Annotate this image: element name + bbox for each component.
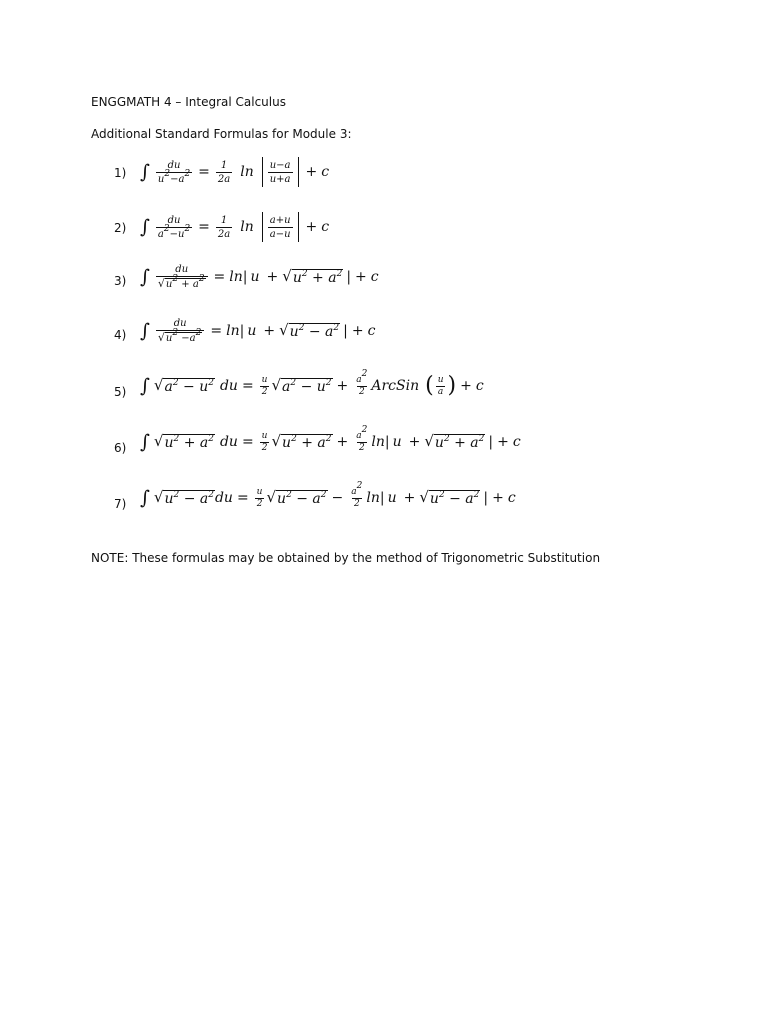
formula-number: 2) — [114, 221, 127, 235]
formula-number: 1) — [114, 166, 127, 180]
formula-number: 7) — [114, 497, 127, 511]
formula-number: 5) — [114, 385, 127, 399]
formula-3: 3) ∫ du √ $u^2 + a^2$ = ln | u + √ $u^2 + a^2$ | + c — [114, 264, 379, 290]
footnote: NOTE: These formulas may be obtained by the method of Trigonometric Substitution — [91, 551, 601, 565]
formula-2: 2) ∫ $\frac{du}{a^2-u^2}$ = $\frac{1}{2a}$ ln $\frac{a+u}{a-u}$ + c — [0, 210, 768, 246]
formula-4: 4) ∫ du √ $u^2 -a^2$ = ln | u + √ $u^2 - a^2$ | + c — [114, 318, 376, 344]
section-subtitle: Additional Standard Formulas for Module 3: — [91, 127, 352, 141]
course-title: ENGGMATH 4 – Integral Calculus — [91, 95, 286, 109]
formula-7: 7) ∫ √ $u^2 - a^2$ du = $\frac{u}{2}$ √ $u^2 - a^2$ − $\frac{a^2}{2}$ ln | u + √ $u^2 - a^2$ | + c — [114, 481, 516, 511]
formula-number: 6) — [114, 441, 127, 455]
formula-5: 5) ∫ √ $a^2 - u^2$ du = $\frac{u}{2}$ √ $a^2 - u^2$ + $\frac{a^2}{2}$ ArcSin ( $\frac{u}{a}$ ) + c — [114, 369, 484, 399]
formula-6: 6) ∫ √ $u^2 + a^2$ du = $\frac{u}{2}$ √ $u^2 + a^2$ + $\frac{a^2}{2}$ ln | u + √ $u^2 + a^2$ | + c — [114, 425, 521, 455]
formula-number: 4) — [114, 328, 127, 342]
formula-number: 3) — [114, 274, 127, 288]
formula-1: 1) ∫ $\frac{du}{u^2-a^2}$ = $\frac{1}{2a}$ ln $\frac{u-a}{u+a}$ + c — [0, 155, 768, 191]
